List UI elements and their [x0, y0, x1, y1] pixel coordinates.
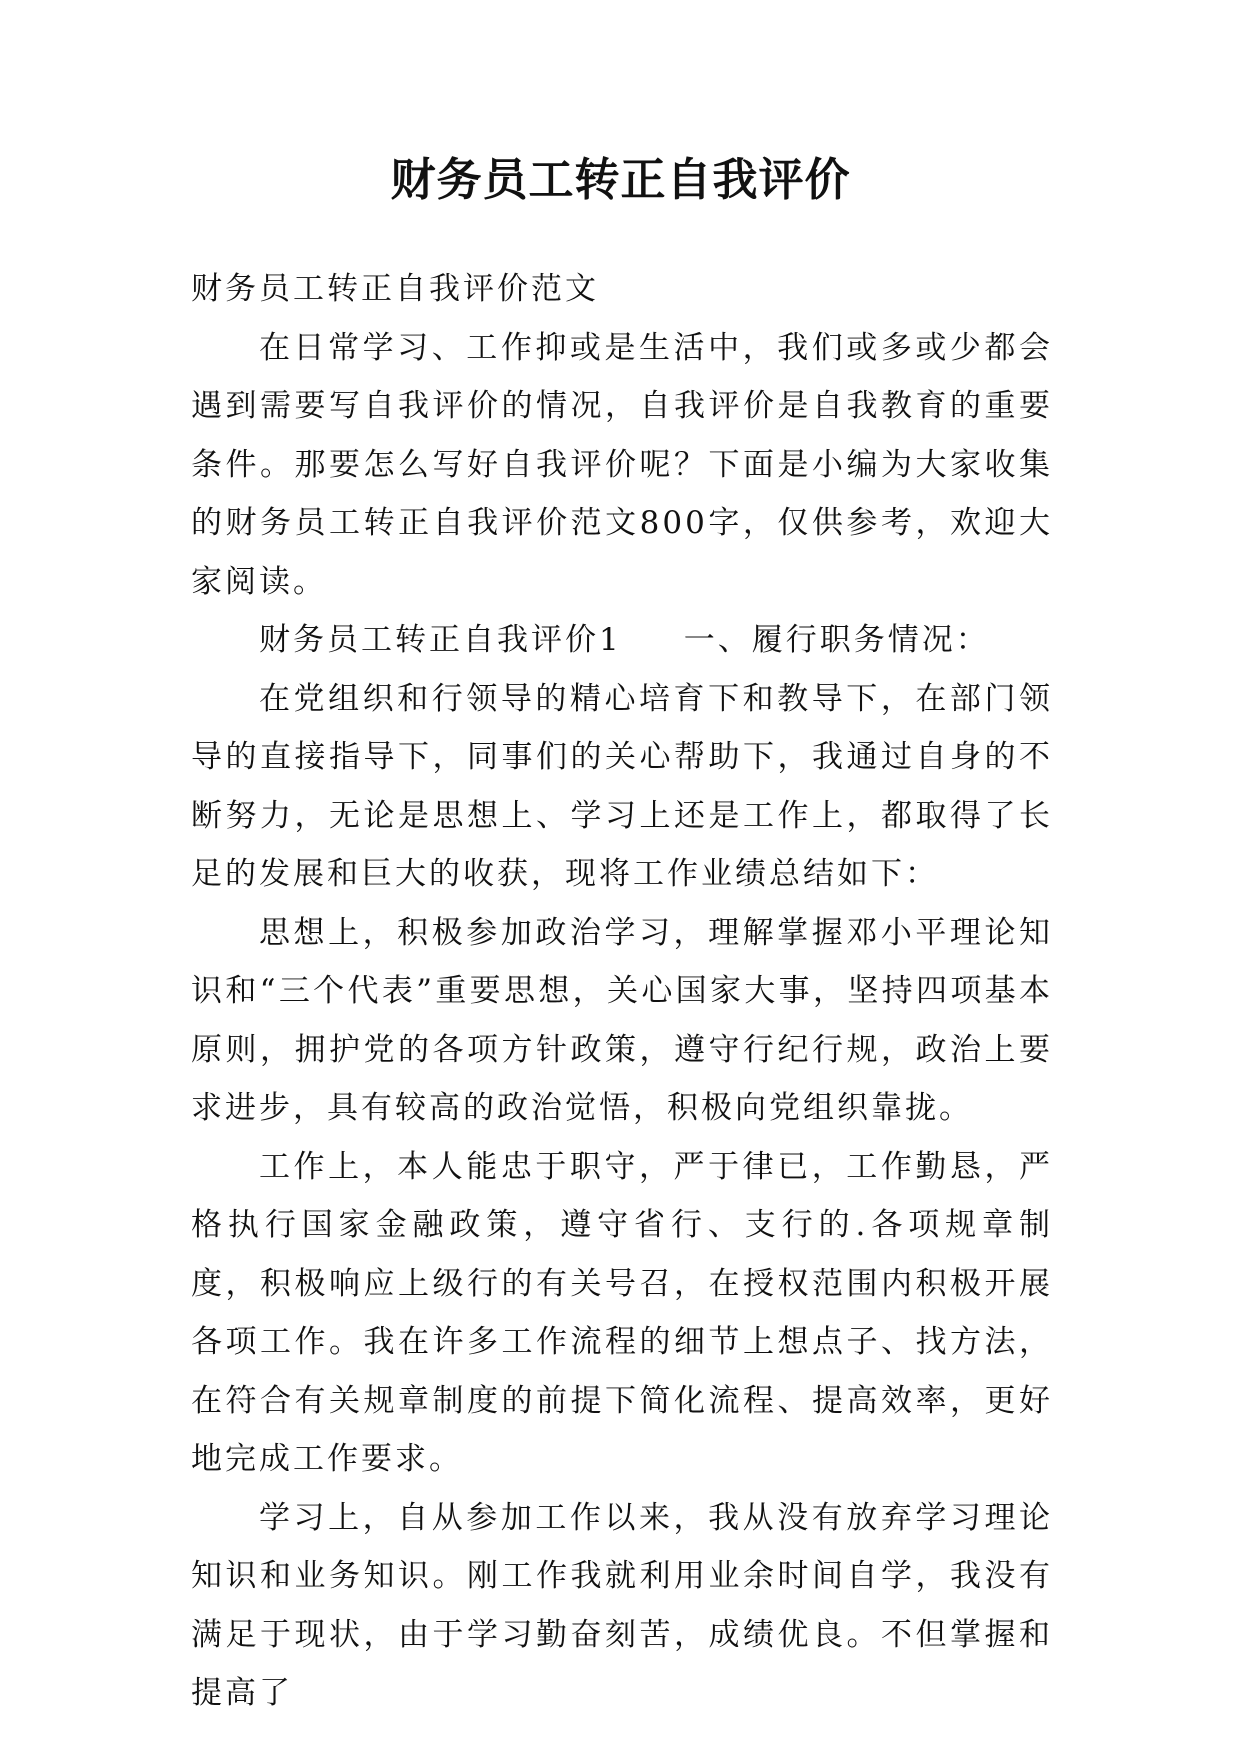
- section-title: 财务员工转正自我评价1: [259, 622, 622, 658]
- document-body: [191, 260, 1053, 1723]
- document-subtitle: 财务员工转正自我评价范文: [191, 271, 599, 307]
- section-heading-line: [191, 611, 1053, 670]
- body-paragraph: 思想上，积极参加政治学习，理解掌握邓小平理论知识和“三个代表”重要思想，关心国家大事，坚持四项基本原则，拥护党的各项方针政策，遵守行纪行规，政治上要求进步，具有较高的政治觉悟，积极向党组织靠拢。: [191, 914, 1053, 1126]
- document-title: 财务员工转正自我评价: [390, 153, 851, 206]
- section-heading: 一、履行职务情况：: [683, 622, 990, 658]
- intro-paragraph: 在日常学习、工作抑或是生活中，我们或多或少都会遇到需要写自我评价的情况，自我评价是自我教育的重要条件。那要怎么写好自我评价呢？下面是小编为大家收集的财务员工转正自我评价范文800字，仅供参考，欢迎大家阅读。: [191, 329, 1053, 600]
- body-paragraph: 在党组织和行领导的精心培育下和教导下，在部门领导的直接指导下，同事们的关心帮助下，我通过自身的不断努力，无论是思想上、学习上还是工作上，都取得了长足的发展和巨大的收获，现将工作业绩总结如下：: [191, 680, 1053, 892]
- body-paragraph: 工作上，本人能忠于职守，严于律已，工作勤恳，严格执行国家金融政策，遵守省行、支行的.各项规章制度，积极响应上级行的有关号召，在授权范围内积极开展各项工作。我在许多工作流程的细节上想点子、找方法，在符合有关规章制度的前提下简化流程、提高效率，更好地完成工作要求。: [191, 1148, 1053, 1477]
- body-paragraph: 学习上，自从参加工作以来，我从没有放弃学习理论知识和业务知识。刚工作我就利用业余时间自学，我没有满足于现状，由于学习勤奋刻苦，成绩优良。不但掌握和提高了: [191, 1499, 1053, 1711]
